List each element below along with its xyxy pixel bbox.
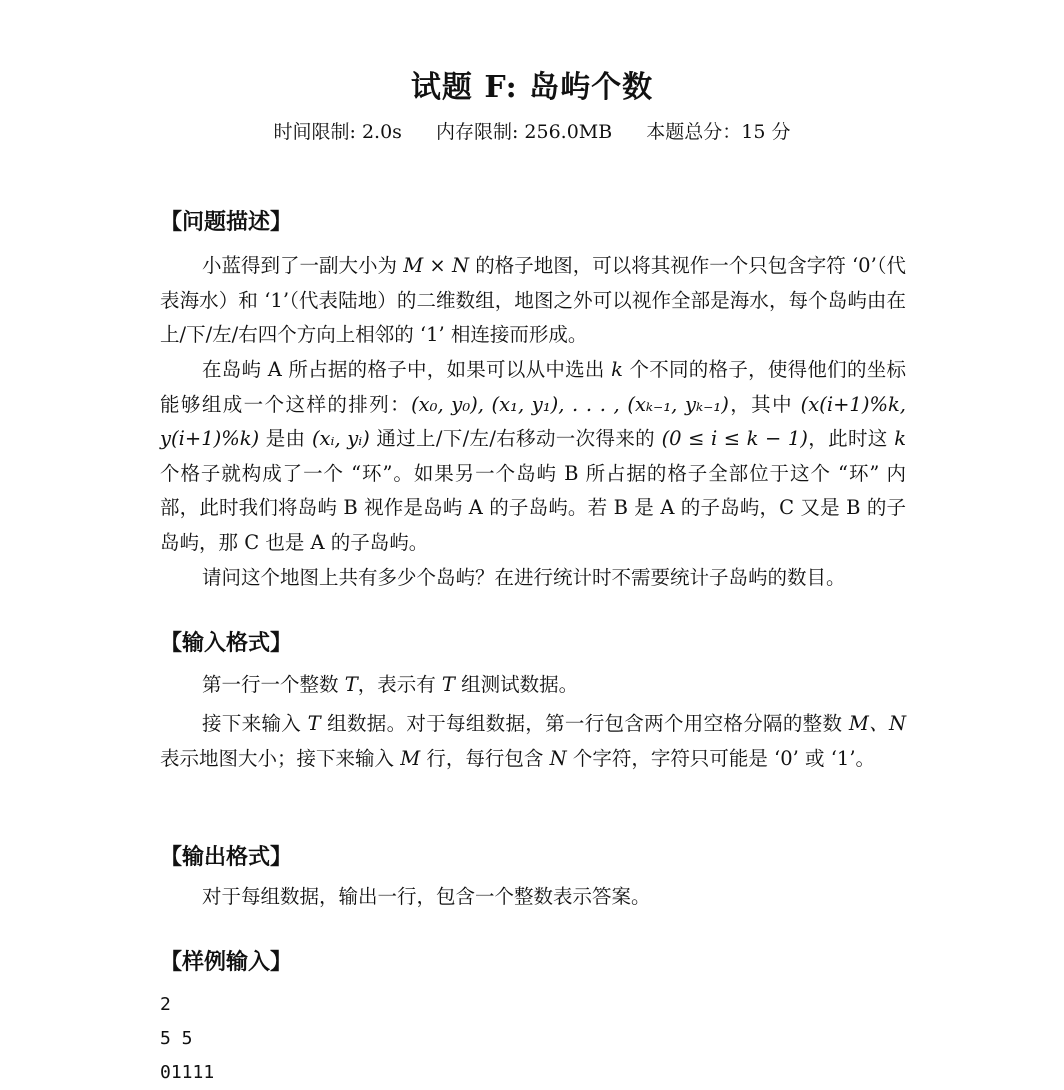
math-k: k [894,427,907,450]
input-paragraph-2 [160,707,906,776]
text-run: 个不同的格子，使得他们的坐标能够组成一个这样的排列： [160,358,906,416]
text-run: 第一行一个整数 [202,673,345,696]
text-run: ，表示有 [357,673,442,696]
text-run: 在岛屿 A 所占据的格子中，如果可以从中选出 [202,358,612,381]
text-run: ，其中 [728,392,801,416]
math-k: k [611,358,623,381]
description-heading: 【问题描述】 [160,210,293,235]
text-run: 表示地图大小；接下来输入 [160,746,401,770]
math-T: T [307,712,321,735]
math-range: (0 ≤ i ≤ k − 1) [661,427,808,450]
text-run: 个字符，字符只可能是 ‘0’ 或 ‘1’。 [566,746,876,770]
math-M: M [400,746,421,770]
sample-input-block [160,988,214,1090]
math-MN: M、N [848,712,907,735]
limits-bar [0,117,1064,144]
text-run: 组测试数据。 [454,673,579,696]
output-paragraph-1: 对于每组数据，输出一行，包含一个整数表示答案。 [202,885,651,908]
input-paragraph-1 [160,668,906,703]
math-sequence: (x₀, y₀), (x₁, y₁), . . . , (xₖ₋₁, yₖ₋₁) [411,392,729,416]
input-format-heading: 【输入格式】 [160,631,293,656]
math-T: T [344,673,358,696]
text-run: 组数据。对于每组数据，第一行包含两个用空格分隔的整数 [320,712,849,735]
text-run: 个格子就构成了一个 “环”。如果另一个岛屿 B 所占据的格子全部位于这个 “环” 内部，此时我们将岛屿 B 视作是岛屿 A 的子岛屿。若 B 是 A 的子岛屿，C 又是 B 的子岛屿，那 C 也是 A 的子岛屿。 [160,461,906,554]
description-paragraph-1 [160,249,906,353]
output-format-heading: 【输出格式】 [160,845,293,870]
text-run: 接下来输入 [202,712,308,735]
total-score: 本题总分：15 分 [646,121,791,143]
time-limit: 时间限制: 2.0s [273,121,402,143]
text-run: 行，每行包含 [420,746,550,770]
page-title: 试题 F: 岛屿个数 [410,70,654,105]
text-run: 是由 [259,427,312,450]
text-run: 小蓝得到了一副大小为 [202,254,404,277]
sample-line: 01111 [160,1062,215,1083]
text-run: ，此时这 [807,427,895,450]
memory-limit: 内存限制: 256.0MB [435,121,613,143]
sample-input-heading: 【样例输入】 [160,950,293,975]
text-run: 的格子地图，可以将其视作一个只包含字符 ‘0’（代表海水）和 ‘1’（代表陆地）的二维数组，地图之外可以视作全部是海水，每个岛屿由在上/下/左/右四个方向上相邻的 ‘1’ 相连接而形成。 [160,254,907,346]
math-T: T [441,673,455,696]
math-next-pair: (x(i+1)%k, y(i+1)%k) [160,392,906,450]
math-dimension: M × N [403,254,470,277]
sample-line: 5 5 [160,1028,193,1049]
math-N: N [549,746,567,770]
math-current-pair: (xᵢ, yᵢ) [311,427,370,450]
text-run: 通过上/下/左/右移动一次得来的 [369,427,662,450]
sample-line: 2 [160,994,171,1015]
description-paragraph-3: 请问这个地图上共有多少个岛屿？在进行统计时不需要统计子岛屿的数目。 [202,566,846,589]
description-paragraph-2 [160,353,906,560]
